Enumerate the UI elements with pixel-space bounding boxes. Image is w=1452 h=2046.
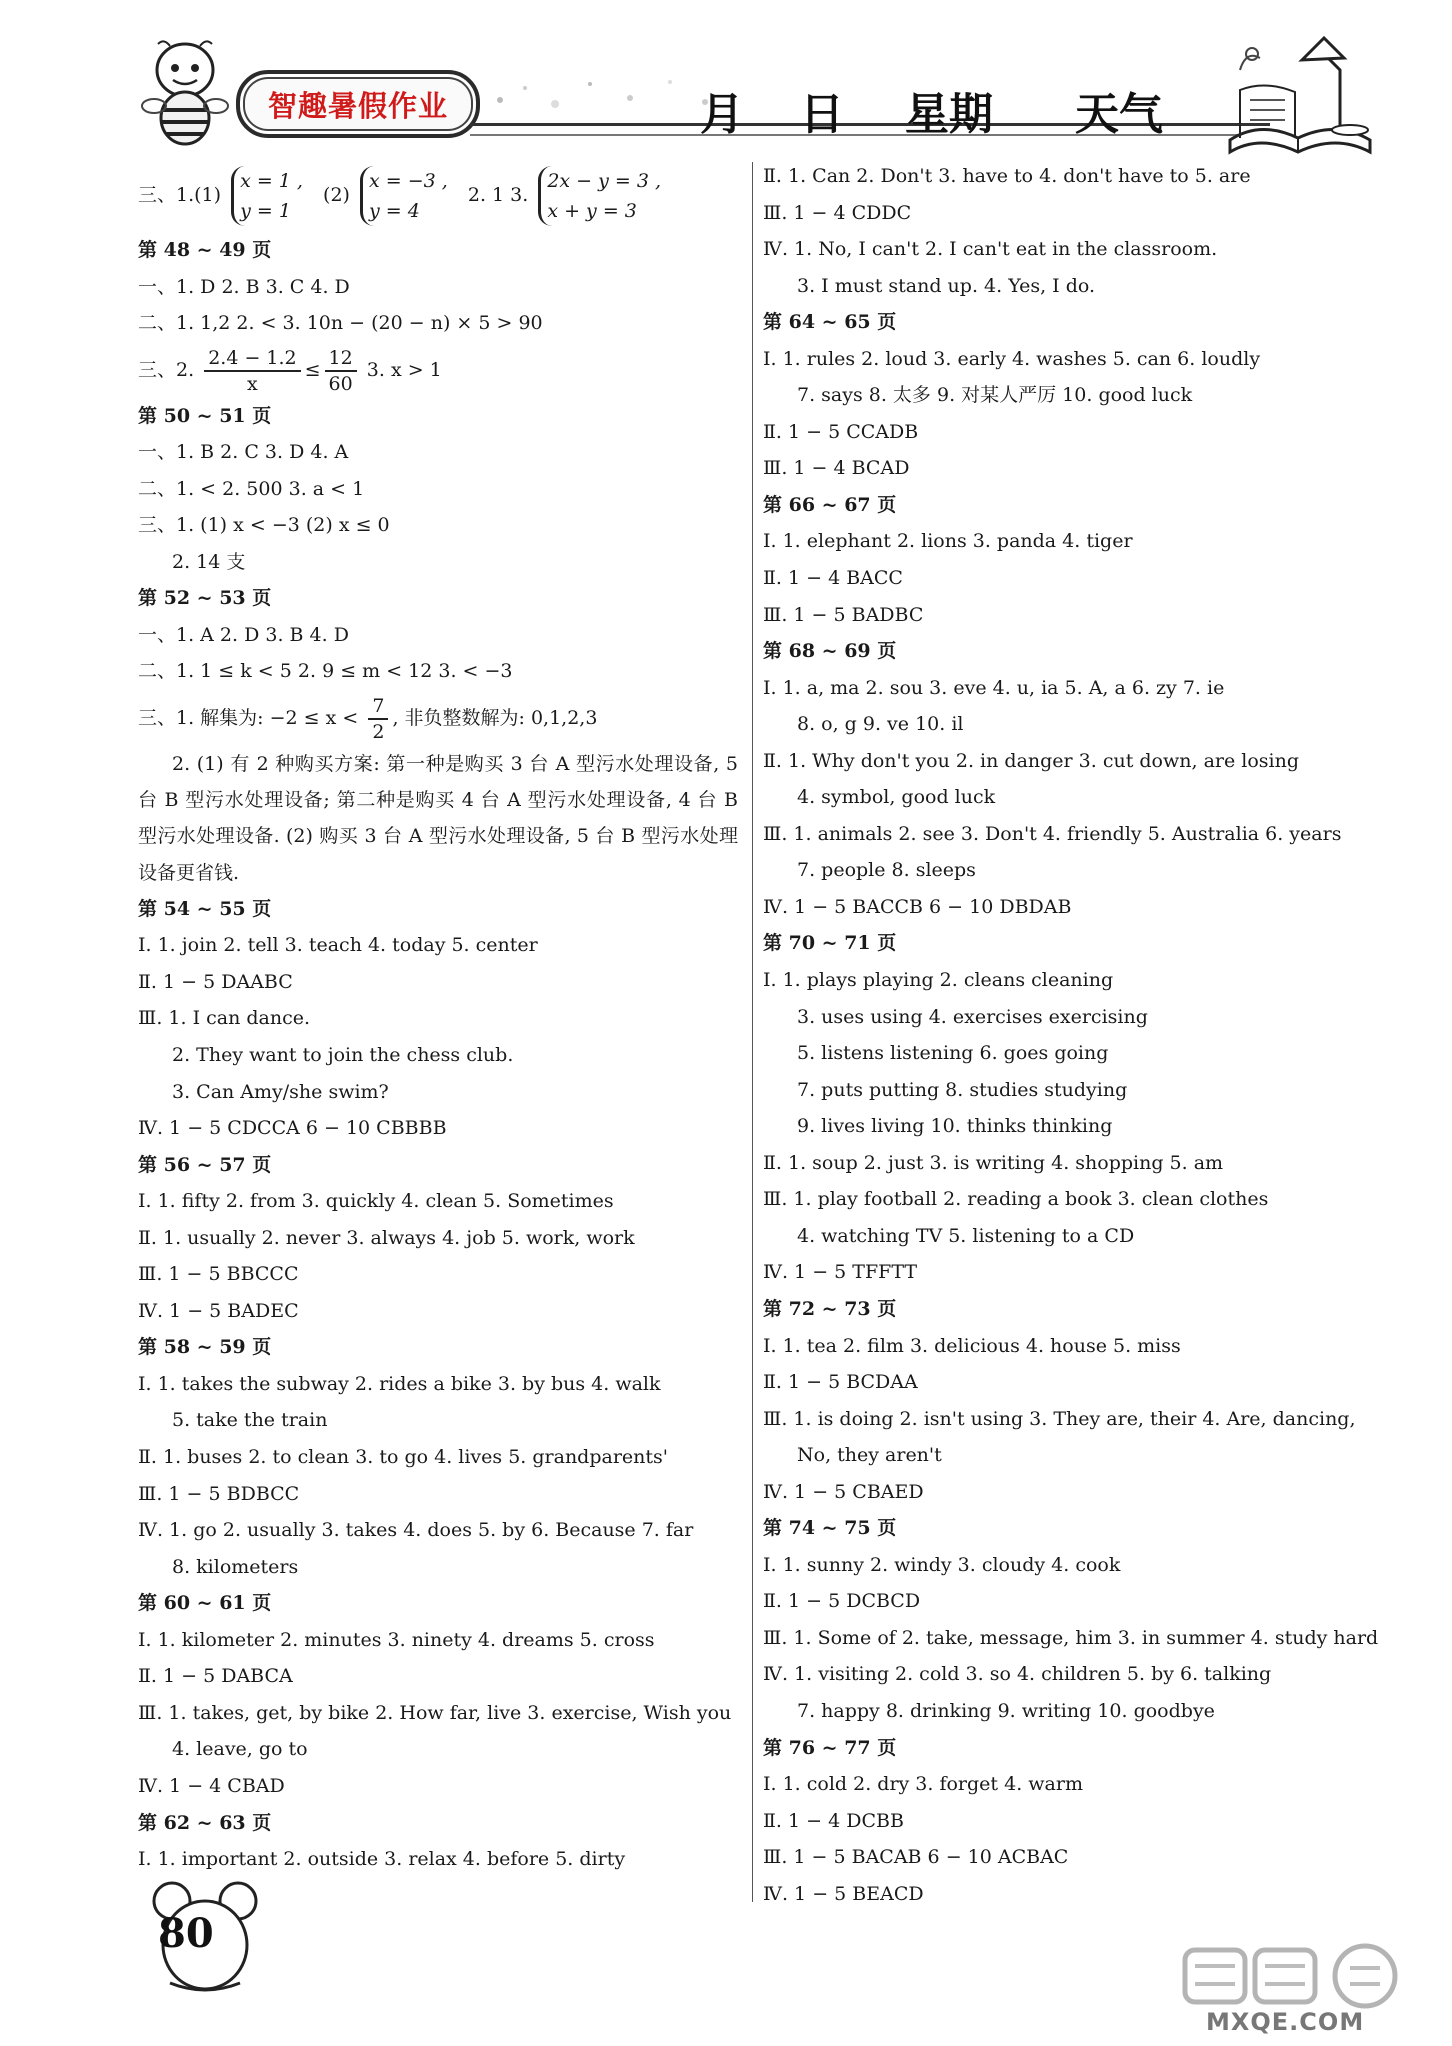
answer-line [138, 342, 738, 398]
answer-line: 8. kilometers [172, 1555, 299, 1578]
equation: x = 1 , [240, 170, 303, 192]
page-range-heading: 第 48 ~ 49 页 [138, 239, 272, 261]
answer-text: 三、1.(1) [138, 184, 222, 206]
answer-text: 3. x > 1 [366, 358, 442, 381]
answer-line: Ⅱ. 1 − 5 DCBCD [763, 1590, 921, 1613]
answer-line: Ⅲ. 1 − 5 BDBCC [138, 1482, 300, 1505]
equation: x + y = 3 [547, 200, 637, 222]
answer-line: 二、1. < 2. 500 3. a < 1 [138, 477, 365, 500]
answer-line: Ⅱ. 1. soup 2. just 3. is writing 4. shopping 5. am [763, 1151, 1224, 1174]
day-label: 日 [800, 89, 844, 140]
answer-line: 二、1. 1,2 2. < 3. 10n − (20 − n) × 5 > 90 [138, 312, 543, 335]
page-number: 80 [158, 1910, 214, 1957]
answer-line: Ⅳ. 1 − 5 BACCB 6 − 10 DBDAB [763, 895, 1072, 918]
page-range-heading: 第 66 ~ 67 页 [763, 493, 897, 516]
answer-line: Ⅱ. 1 − 5 DAABC [138, 970, 293, 993]
answer-line [138, 158, 738, 232]
answer-line: Ⅲ. 1 − 4 CDDC [763, 201, 912, 224]
answer-line: Ⅳ. 1. No, I can't 2. I can't eat in the classroom. [763, 238, 1218, 261]
answer-line: 一、1. A 2. D 3. B 4. D [138, 623, 349, 646]
answer-line: 3. uses using 4. exercises exercising [797, 1005, 1148, 1028]
fraction-denominator: 60 [328, 372, 353, 395]
answer-line: Ⅱ. 1. buses 2. to clean 3. to go 4. lives 5. grandparents' [138, 1446, 669, 1469]
answer-line: Ⅲ. 1 − 5 BBCCC [138, 1263, 299, 1286]
answer-line: Ⅰ. 1. tea 2. film 3. delicious 4. house 5. miss [763, 1334, 1181, 1357]
page-range-heading: 第 56 ~ 57 页 [138, 1153, 272, 1176]
answer-line: 4. watching TV 5. listening to a CD [797, 1224, 1135, 1247]
answer-line: 9. lives living 10. thinks thinking [797, 1115, 1113, 1138]
page-range-heading: 第 60 ~ 61 页 [138, 1592, 272, 1615]
equation-system [231, 166, 303, 226]
page-range-heading: 第 52 ~ 53 页 [138, 587, 272, 610]
answer-text: ≤ [304, 358, 321, 381]
answer-line: Ⅰ. 1. a, ma 2. sou 3. eve 4. u, ia 5. A, a 6. zy 7. ie [763, 676, 1225, 699]
answer-line: Ⅰ. 1. rules 2. loud 3. early 4. washes 5. can 6. loudly [763, 347, 1261, 370]
fraction-numerator: 12 [325, 346, 357, 372]
answer-line: Ⅲ. 1 − 5 BADBC [763, 603, 924, 626]
answer-line: Ⅰ. 1. important 2. outside 3. relax 4. before 5. dirty [138, 1848, 626, 1871]
answer-line: Ⅰ. 1. cold 2. dry 3. forget 4. warm [763, 1773, 1083, 1796]
answer-line: Ⅱ. 1 − 5 DABCA [138, 1665, 293, 1688]
equation: x = −3 , [369, 170, 448, 192]
weather-label: 天气 [1075, 89, 1163, 140]
answer-line: Ⅱ. 1 − 4 DCBB [763, 1809, 904, 1832]
answer-line: Ⅲ. 1. takes, get, by bike 2. How far, live 3. exercise, Wish you [138, 1701, 732, 1724]
column-divider [752, 162, 753, 1902]
answer-line: 2. 14 支 [172, 550, 246, 573]
page-range-heading: 第 70 ~ 71 页 [763, 932, 897, 955]
page-range-heading: 第 50 ~ 51 页 [138, 404, 272, 427]
answer-paragraph: 2. (1) 有 2 种购买方案: 第一种是购买 3 台 A 型污水处理设备, 5 台 B 型污水处理设备; 第二种是购买 4 台 A 型污水处理设备, 4 台 B 型污水处理设备. (2) 购买 3 台 A 型污水处理设备, 5 台 B 型污水处理设备更省钱. [138, 753, 738, 884]
answer-line: 4. symbol, good luck [797, 786, 996, 809]
fraction-denominator: 2 [372, 721, 385, 744]
fraction-denominator: x [247, 372, 258, 395]
right-column [763, 158, 1379, 1912]
month-label: 月 [700, 89, 744, 140]
equation-system [538, 166, 661, 226]
equation: y = 1 [240, 200, 291, 222]
answer-line: Ⅲ. 1. animals 2. see 3. Don't 4. friendly 5. Australia 6. years [763, 822, 1342, 845]
page-range-heading: 第 64 ~ 65 页 [763, 311, 897, 334]
equation-system [360, 166, 448, 226]
answer-line: 8. o, g 9. ve 10. il [797, 713, 964, 736]
answer-line: Ⅰ. 1. takes the subway 2. rides a bike 3. by bus 4. walk [138, 1372, 661, 1395]
bee-mascot-icon [140, 40, 230, 150]
answer-line: Ⅲ. 1 − 5 BACAB 6 − 10 ACBAC [763, 1846, 1069, 1869]
answer-line: Ⅳ. 1 − 5 BEACD [763, 1882, 924, 1905]
book-title-badge [236, 70, 480, 138]
answer-line: 一、1. D 2. B 3. C 4. D [138, 275, 350, 298]
answer-text: , 非负整数解为: 0,1,2,3 [392, 707, 598, 730]
answer-line: Ⅳ. 1 − 5 CDCCA 6 − 10 CBBBB [138, 1117, 447, 1140]
page-range-heading: 第 76 ~ 77 页 [763, 1736, 897, 1759]
answer-line [138, 690, 738, 746]
answer-text: 三、2. [138, 358, 195, 381]
answer-line: 7. happy 8. drinking 9. writing 10. goodbye [797, 1699, 1215, 1722]
answer-line: Ⅰ. 1. join 2. tell 3. teach 4. today 5. center [138, 934, 538, 957]
answer-line: 3. Can Amy/she swim? [172, 1080, 389, 1103]
answer-line: Ⅰ. 1. fifty 2. from 3. quickly 4. clean 5. Sometimes [138, 1190, 614, 1213]
answer-line: 3. I must stand up. 4. Yes, I do. [797, 274, 1096, 297]
answer-text: 三、1. 解集为: −2 ≤ x < [138, 707, 359, 730]
answer-line: 4. leave, go to [172, 1738, 308, 1761]
answer-line: Ⅲ. 1. Some of 2. take, message, him 3. in summer 4. study hard [763, 1626, 1379, 1649]
answer-line: 7. says 8. 太多 9. 对某人严厉 10. good luck [797, 384, 1193, 407]
answer-line: Ⅰ. 1. sunny 2. windy 3. cloudy 4. cook [763, 1553, 1121, 1576]
fraction-numerator: 7 [368, 694, 388, 720]
answer-text: 2. 1 3. [467, 184, 529, 206]
answer-line: Ⅱ. 1. Can 2. Don't 3. have to 4. don't have to 5. are [763, 165, 1251, 187]
answer-line: Ⅳ. 1 − 5 BADEC [138, 1299, 299, 1322]
fraction-numerator: 2.4 − 1.2 [204, 346, 300, 372]
answer-line: Ⅳ. 1 − 4 CBAD [138, 1774, 285, 1797]
answer-line: Ⅱ. 1 − 5 CCADB [763, 420, 919, 443]
fraction [325, 346, 357, 396]
answer-line: Ⅱ. 1. Why don't you 2. in danger 3. cut down, are losing [763, 749, 1299, 772]
answer-line: Ⅳ. 1. go 2. usually 3. takes 4. does 5. by 6. Because 7. far [138, 1519, 694, 1542]
answer-line: Ⅱ. 1 − 5 BCDAA [763, 1371, 918, 1394]
fraction [368, 694, 388, 744]
equation: y = 4 [369, 200, 420, 222]
page-header [0, 0, 1452, 170]
left-column [138, 158, 738, 1878]
page-range-heading: 第 54 ~ 55 页 [138, 897, 272, 920]
page-range-heading: 第 74 ~ 75 页 [763, 1517, 897, 1540]
answer-line: 一、1. B 2. C 3. D 4. A [138, 441, 349, 464]
answer-line: 7. people 8. sleeps [797, 859, 976, 882]
answer-line: 5. listens listening 6. goes going [797, 1042, 1109, 1065]
answer-line: No, they aren't [797, 1444, 942, 1467]
answer-line: Ⅰ. 1. plays playing 2. cleans cleaning [763, 969, 1114, 992]
equation: 2x − y = 3 , [547, 170, 662, 192]
answer-line: 5. take the train [172, 1409, 328, 1432]
book-title: 智趣暑假作业 [267, 88, 448, 123]
answer-line: 2. They want to join the chess club. [172, 1044, 514, 1067]
watermark-text: MXQE.COM [1206, 2008, 1365, 2036]
answer-line: Ⅲ. 1. is doing 2. isn't using 3. They are, their 4. Are, dancing, [763, 1407, 1356, 1430]
answer-line: 7. puts putting 8. studies studying [797, 1078, 1128, 1101]
answer-line: Ⅱ. 1 − 4 BACC [763, 567, 903, 590]
page-range-heading: 第 58 ~ 59 页 [138, 1336, 272, 1359]
answer-line: Ⅰ. 1. kilometer 2. minutes 3. ninety 4. dreams 5. cross [138, 1628, 655, 1651]
page-range-heading: 第 68 ~ 69 页 [763, 640, 897, 663]
answer-line: Ⅱ. 1. usually 2. never 3. always 4. job 5. work, work [138, 1226, 635, 1249]
answer-line: 二、1. 1 ≤ k < 5 2. 9 ≤ m < 12 3. < −3 [138, 660, 513, 683]
answer-line: Ⅲ. 1. I can dance. [138, 1007, 311, 1030]
answer-line: Ⅲ. 1. play football 2. reading a book 3. clean clothes [763, 1188, 1269, 1211]
answer-line: Ⅲ. 1 − 4 BCAD [763, 457, 910, 480]
answer-text: (2) [323, 184, 350, 206]
desk-lamp-books-icon [1220, 30, 1380, 160]
fraction [204, 346, 300, 396]
weekday-label: 星期 [905, 89, 993, 140]
page-range-heading: 第 72 ~ 73 页 [763, 1297, 897, 1320]
answer-line: 三、1. (1) x < −3 (2) x ≤ 0 [138, 514, 390, 537]
answer-line: Ⅳ. 1 − 5 CBAED [763, 1480, 924, 1503]
answer-line: Ⅳ. 1 − 5 TFFTT [763, 1261, 918, 1284]
answer-line: Ⅰ. 1. elephant 2. lions 3. panda 4. tiger [763, 530, 1133, 553]
page-range-heading: 第 62 ~ 63 页 [138, 1811, 272, 1834]
answer-line: Ⅳ. 1. visiting 2. cold 3. so 4. children 5. by 6. talking [763, 1663, 1272, 1686]
